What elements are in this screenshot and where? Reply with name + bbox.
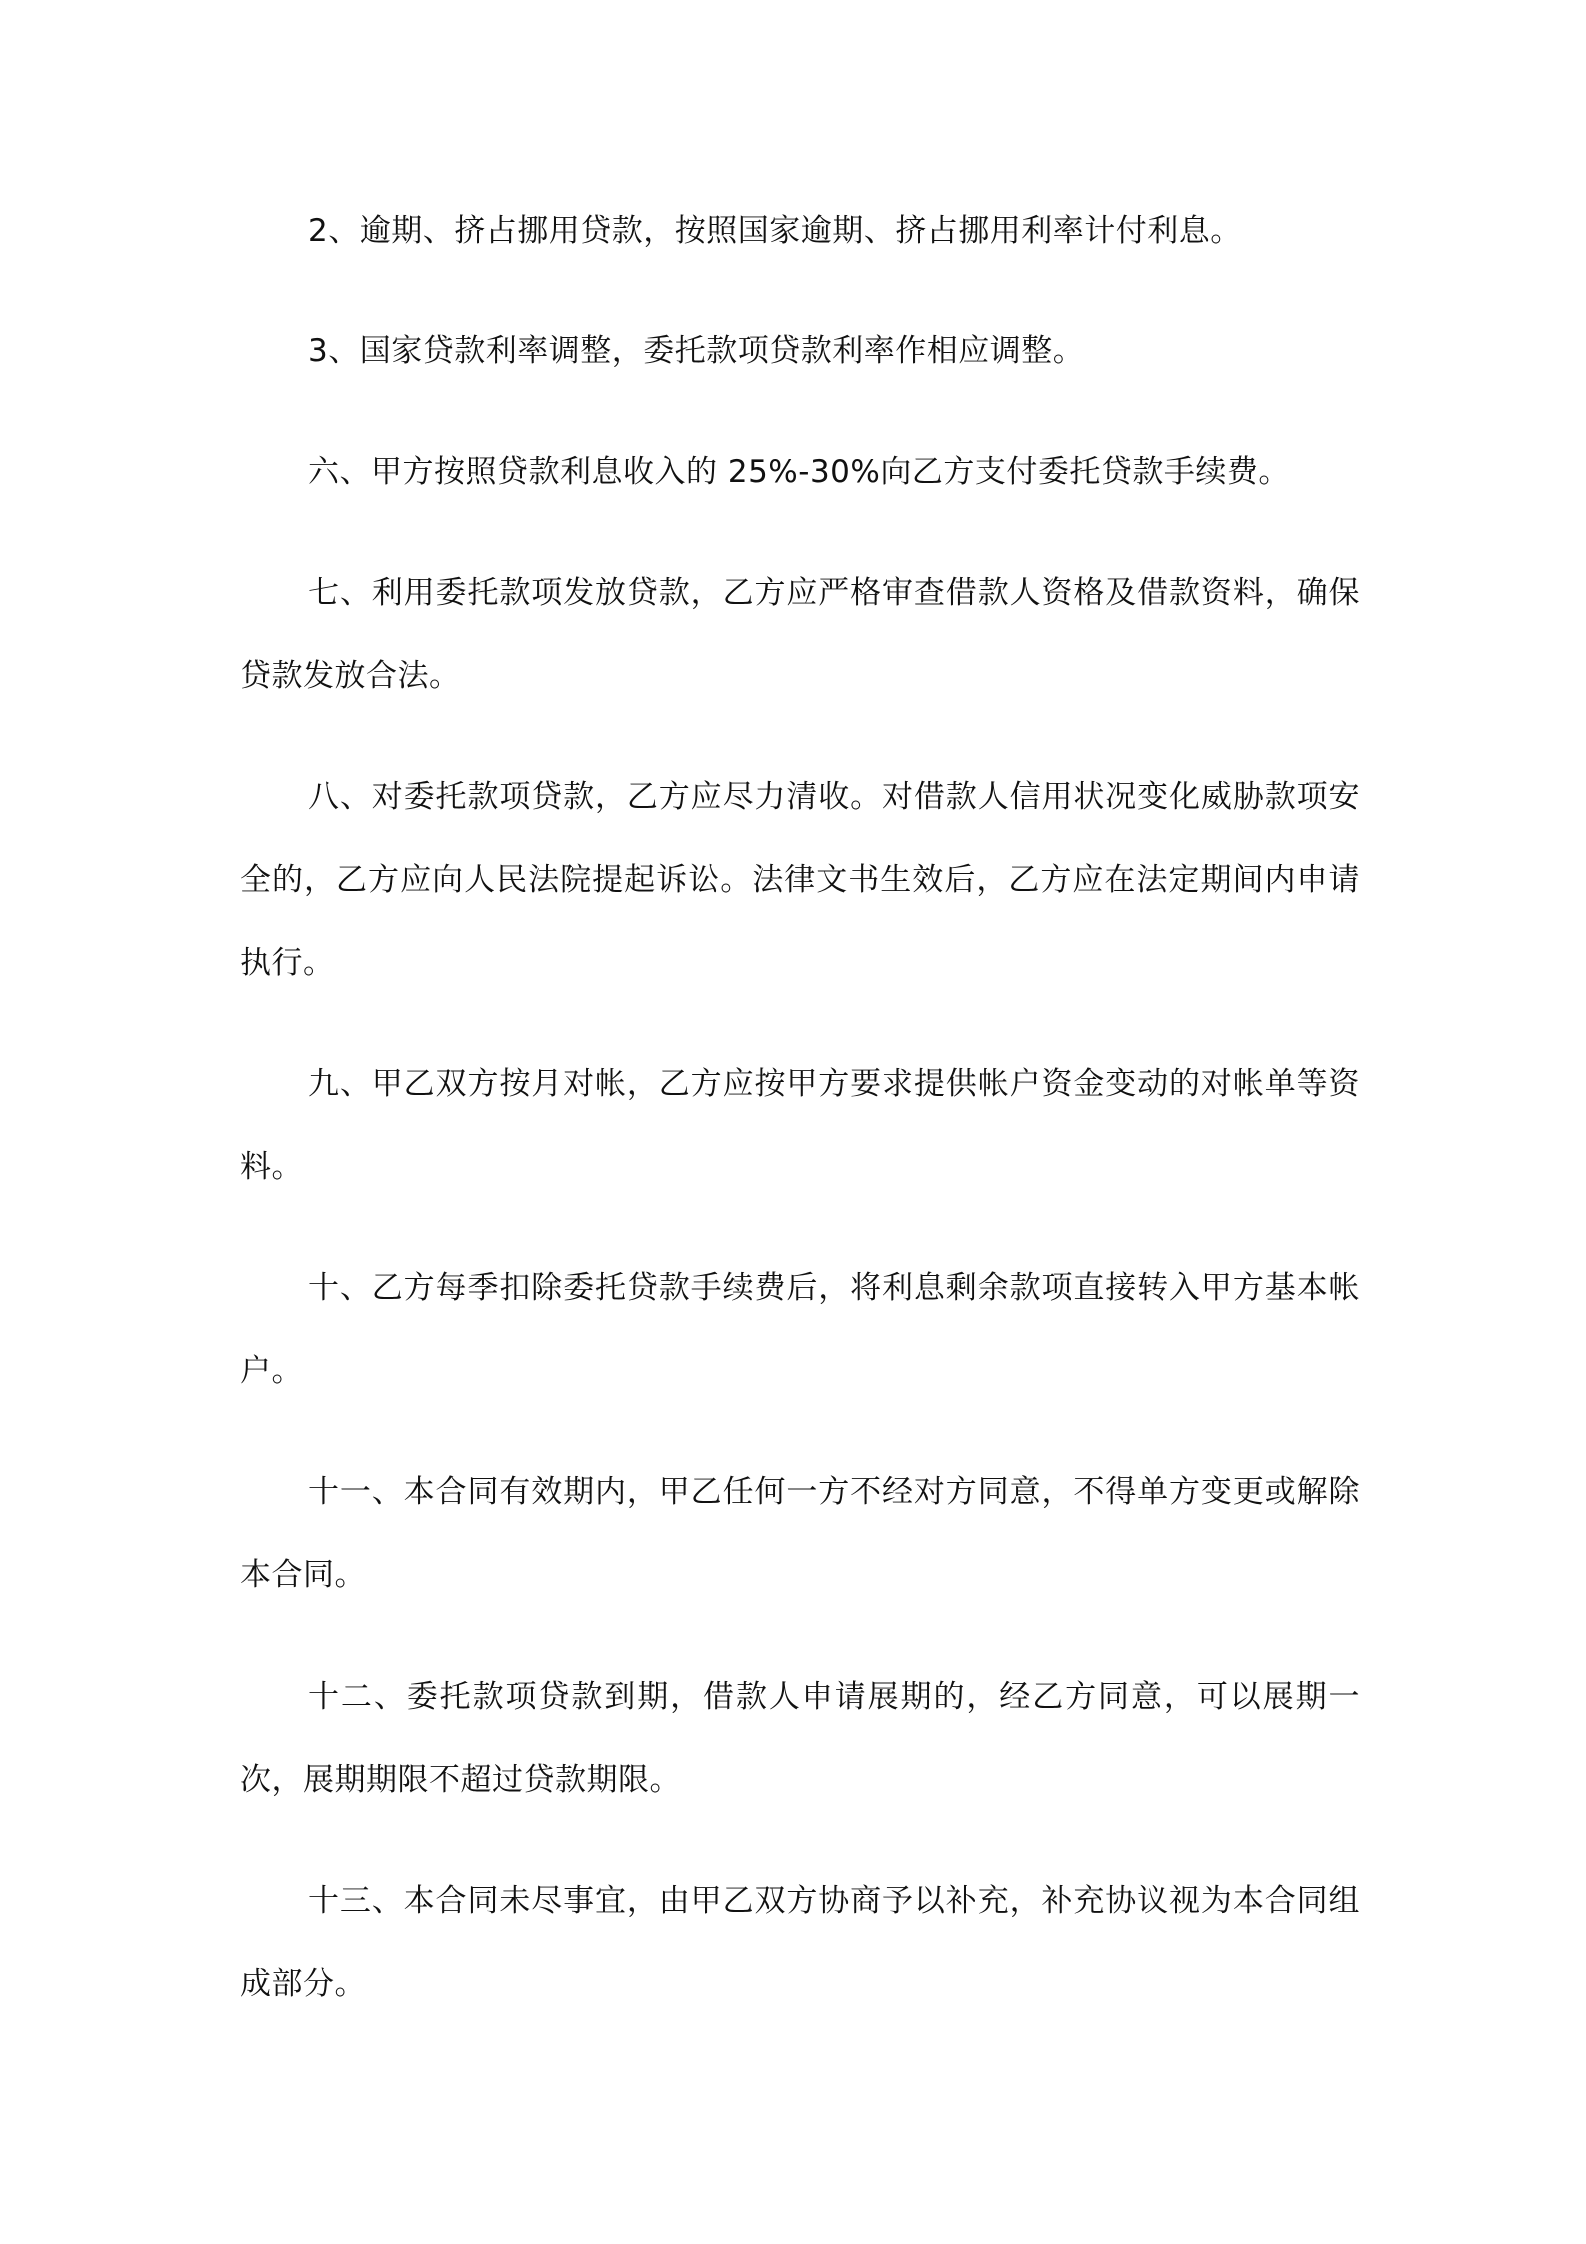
paragraph-clause-3: 3、国家贷款利率调整，委托款项贷款利率作相应调整。 xyxy=(308,333,1085,369)
paragraph-clause-13: 十三、本合同未尽事宜，由甲乙双方协商予以补充，补充协议视为本合同组成部分。 xyxy=(240,1883,1360,2002)
paragraph-clause-6: 六、甲方按照贷款利息收入的 25%-30%向乙方支付委托贷款手续费。 xyxy=(308,454,1290,490)
paragraph-clause-8: 八、对委托款项贷款，乙方应尽力清收。对借款人信用状况变化威胁款项安全的，乙方应向人民法院提起诉讼。法律文书生效后，乙方应在法定期间内申请执行。 xyxy=(240,779,1360,981)
paragraph-clause-10: 十、乙方每季扣除委托贷款手续费后，将利息剩余款项直接转入甲方基本帐户。 xyxy=(240,1270,1360,1389)
paragraph-clause-7: 七、利用委托款项发放贷款，乙方应严格审查借款人资格及借款资料，确保贷款发放合法。 xyxy=(240,575,1360,694)
paragraph-clause-9: 九、甲乙双方按月对帐，乙方应按甲方要求提供帐户资金变动的对帐单等资料。 xyxy=(240,1066,1360,1185)
paragraph-clause-2: 2、逾期、挤占挪用贷款，按照国家逾期、挤占挪用利率计付利息。 xyxy=(308,213,1242,249)
paragraph-clause-11: 十一、本合同有效期内，甲乙任何一方不经对方同意，不得单方变更或解除本合同。 xyxy=(240,1474,1360,1593)
paragraph-clause-12: 十二、委托款项贷款到期，借款人申请展期的，经乙方同意，可以展期一次，展期期限不超过贷款期限。 xyxy=(240,1679,1360,1798)
